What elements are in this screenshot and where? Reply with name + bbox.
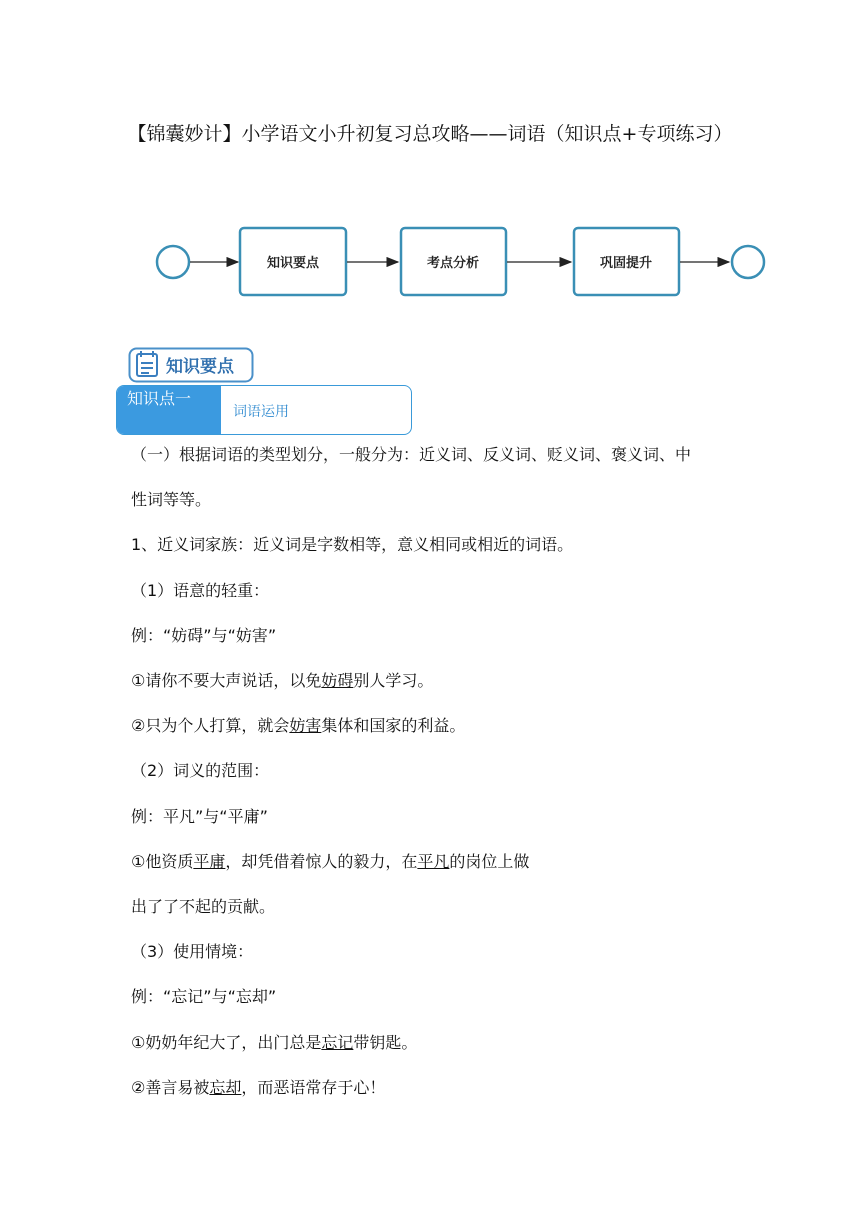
text-segment: ①请你不要大声说话，以免 [131,671,322,691]
text-segment: 别人学习。 [353,671,434,691]
knowledge-point-topic: 词语运用 [233,404,289,420]
text-segment: 例：平凡”与“平庸” [131,806,268,826]
paragraph-line [131,1065,741,1110]
body-text [131,432,741,1110]
text-segment: （3）使用情境： [131,942,254,962]
paragraph-line [131,658,741,703]
flow-step-analysis: 考点分析 [426,256,480,271]
text-segment: 集体和国家的利益。 [321,716,466,736]
underlined-word: 忘却 [209,1077,242,1097]
underlined-word: 妨害 [289,716,322,736]
document-title: 【锦囊妙计】小学语文小升初复习总攻略——词语（知识点+专项练习） [127,123,733,145]
text-segment: 带钥匙。 [353,1032,418,1052]
text-segment: （一）根据词语的类型划分，一般分为：近义词、反义词、贬义词、褒义词、中 [131,445,692,464]
text-segment: ，却凭借着惊人的毅力，在 [225,851,418,871]
paragraph-line [131,522,741,567]
flow-end-node [732,246,764,278]
text-segment: 性词等等。 [131,490,212,510]
text-segment: 出了了不起的贡献。 [131,897,276,917]
section-badge-label: 知识要点 [166,357,234,377]
text-segment: 例：“忘记”与“忘却” [131,987,277,1007]
paragraph-line [131,748,741,793]
knowledge-point-header [116,385,412,435]
paragraph-line [131,1020,741,1065]
text-segment: （2）词义的范围： [131,761,270,781]
flow-start-node [157,246,189,278]
paragraph-line [131,974,741,1019]
paragraph-line [131,929,741,974]
paragraph-line [131,794,741,839]
paragraph-line [131,839,741,884]
underlined-word: 妨碍 [321,671,354,691]
text-segment: ②只为个人打算，就会 [131,716,290,736]
paragraph-line [131,477,741,522]
text-segment: 的岗位上做 [449,851,530,871]
flow-diagram [150,222,780,302]
text-segment: ①他资质 [131,851,194,871]
text-segment: ②善言易被 [131,1077,210,1097]
underlined-word: 忘记 [321,1032,354,1052]
paragraph-line [131,613,741,658]
text-segment: （1）语意的轻重： [131,580,270,600]
knowledge-point-number: 知识点一 [117,386,221,435]
flow-step-knowledge: 知识要点 [266,256,320,271]
underlined-word: 平庸 [193,851,226,871]
section-badge [128,347,254,383]
text-segment: 1、近义词家族：近义词是字数相等，意义相同或相近的词语。 [131,535,574,555]
flow-step-consolidate: 巩固提升 [599,256,653,271]
paragraph-line [131,432,741,477]
paragraph-line [131,884,741,929]
underlined-word: 平凡 [417,851,450,871]
paragraph-line [131,703,741,748]
paragraph-line [131,568,741,613]
text-segment: ①奶奶年纪大了，出门总是 [131,1032,322,1052]
text-segment: ，而恶语常存于心！ [241,1077,386,1097]
text-segment: 例：“妨碍”与“妨害” [131,625,277,645]
